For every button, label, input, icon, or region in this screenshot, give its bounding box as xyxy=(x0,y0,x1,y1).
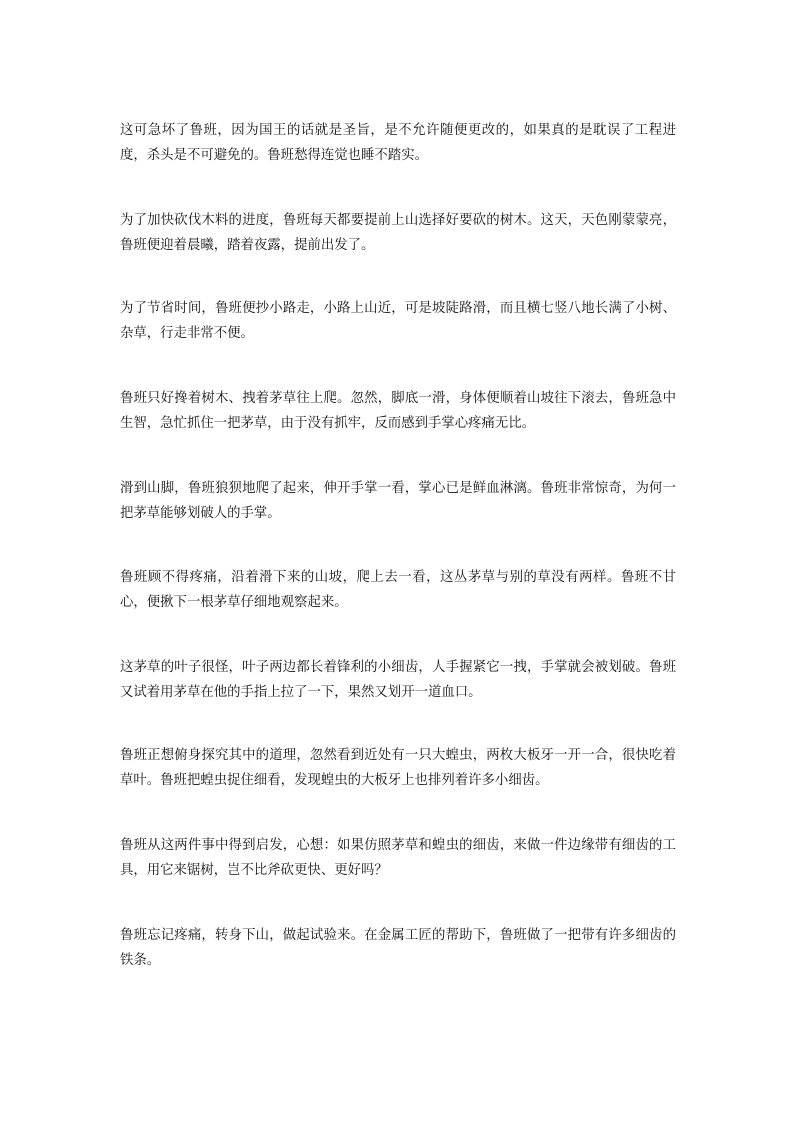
paragraph-4: 鲁班只好搀着树木、拽着茅草往上爬。忽然，脚底一滑，身体便顺着山坡往下滚去，鲁班急中生智，急忙抓住一把茅草，由于没有抓牢，反而感到手掌心疼痛无比。 xyxy=(120,391,676,431)
paragraph-9: 鲁班从这两件事中得到启发，心想：如果仿照茅草和蝗虫的细齿，来做一件边缘带有细齿的工具，用它来锯树，岂不比斧砍更快、更好吗？ xyxy=(120,838,676,878)
paragraph-10: 鲁班忘记疼痛，转身下山，做起试验来。在金属工匠的帮助下，鲁班做了一把带有许多细齿的铁条。 xyxy=(120,928,676,968)
paragraph-2: 为了加快砍伐木料的进度，鲁班每天都要提前上山选择好要砍的树木。这天，天色刚蒙蒙亮，鲁班便迎着晨曦，踏着夜露，提前出发了。 xyxy=(120,213,676,253)
paragraph-5: 滑到山脚，鲁班狼狈地爬了起来，伸开手掌一看，掌心已是鲜血淋漓。鲁班非常惊奇，为何一把茅草能够划破人的手掌。 xyxy=(120,481,676,521)
paragraph-7: 这茅草的叶子很怪，叶子两边都长着锋利的小细齿，人手握紧它一拽，手掌就会被划破。鲁班又试着用茅草在他的手指上拉了一下，果然又划开一道血口。 xyxy=(120,660,676,700)
paragraph-6: 鲁班顾不得疼痛，沿着滑下来的山坡，爬上去一看，这丛茅草与别的草没有两样。鲁班不甘心，便揪下一根茅草仔细地观察起来。 xyxy=(120,570,676,610)
paragraph-3: 为了节省时间，鲁班便抄小路走，小路上山近，可是坡陡路滑，而且横七竖八地长满了小树、杂草，行走非常不便。 xyxy=(120,301,676,341)
paragraph-1: 这可急坏了鲁班，因为国王的话就是圣旨，是不允许随便更改的，如果真的是耽误了工程进度，杀头是不可避免的。鲁班愁得连觉也睡不踏实。 xyxy=(120,123,676,163)
paragraph-8: 鲁班正想俯身探究其中的道理，忽然看到近处有一只大蝗虫，两枚大板牙一开一合，很快吃着草叶。鲁班把蝗虫捉住细看，发现蝗虫的大板牙上也排列着许多小细齿。 xyxy=(120,748,676,788)
